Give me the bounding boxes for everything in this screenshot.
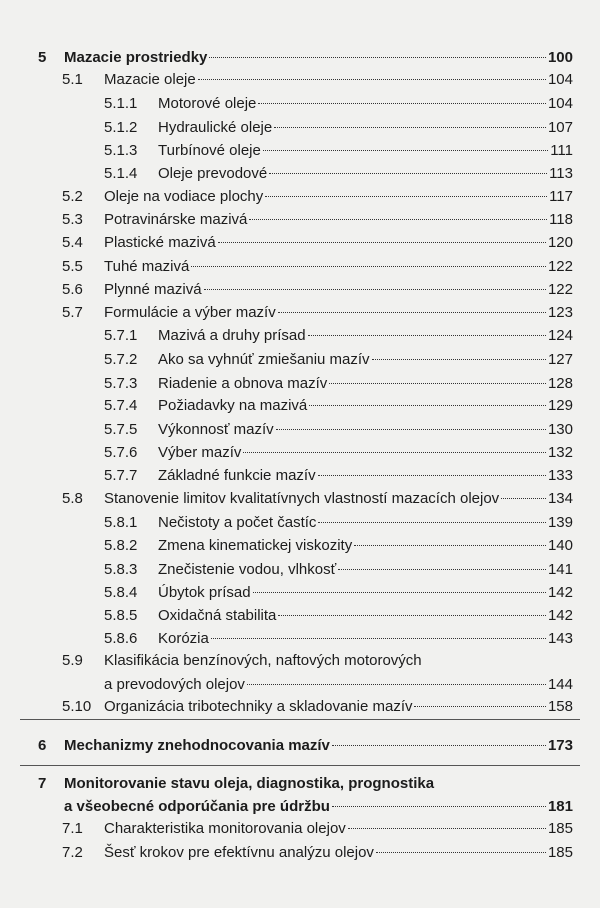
toc-entry-7-2-page-number: 185: [547, 844, 573, 861]
toc-entry-5-5-page-number: 122: [547, 258, 573, 275]
toc-entry-5-3[interactable]: [104, 210, 573, 230]
toc-entry-5-8-3-page-number: 141: [547, 561, 573, 578]
toc-entry-5-6-page-number: 122: [547, 281, 573, 298]
toc-entry-5-8-page-number: 134: [547, 490, 573, 507]
dot-leader: [338, 569, 546, 570]
toc-entry-5-7-7-number: 5.7.7: [104, 467, 138, 484]
toc-entry-5-1-2-page-number: 107: [547, 119, 573, 136]
toc-entry-5-7-4-title: Požiadavky na mazivá: [158, 397, 308, 414]
toc-entry-5-7-2-title: Ako sa vyhnúť zmiešaniu mazív: [158, 351, 370, 368]
toc-entry-5-8-5[interactable]: [158, 606, 573, 626]
dot-leader: [211, 638, 546, 639]
toc-entry-5-8-2[interactable]: [158, 536, 573, 556]
toc-entry-7-title-line1: Monitorovanie stavu oleja, diagnostika, prognostika: [64, 775, 435, 792]
toc-entry-5-1-3[interactable]: [158, 141, 573, 161]
dot-leader: [318, 522, 546, 523]
dot-leader: [348, 828, 546, 829]
toc-entry-5-7-6-title: Výber mazív: [158, 444, 242, 461]
toc-entry-6-number: 6: [38, 737, 47, 754]
toc-entry-5-4-number: 5.4: [62, 234, 83, 251]
toc-entry-7-1[interactable]: [104, 819, 573, 839]
dot-leader: [249, 219, 547, 220]
dot-leader: [501, 498, 546, 499]
toc-entry-5-3-title: Potravinárske mazivá: [104, 211, 248, 228]
toc-entry-5-5[interactable]: [104, 257, 573, 277]
toc-entry-5-6[interactable]: [104, 280, 573, 300]
toc-entry-5-8-5-title: Oxidačná stabilita: [158, 607, 277, 624]
toc-entry-5-8-2-number: 5.8.2: [104, 537, 138, 554]
dot-leader: [308, 335, 546, 336]
toc-entry-5-1-1[interactable]: [158, 94, 573, 114]
toc-entry-5-7-2-number: 5.7.2: [104, 351, 138, 368]
toc-entry-7-2[interactable]: [104, 843, 573, 863]
toc-entry-5-7-5-title: Výkonnosť mazív: [158, 421, 274, 438]
dot-leader: [253, 592, 546, 593]
toc-entry-5-5-number: 5.5: [62, 258, 83, 275]
toc-entry-5-6-number: 5.6: [62, 281, 83, 298]
section-divider: [20, 719, 580, 720]
toc-entry-5-1-4-number: 5.1.4: [104, 165, 138, 182]
toc-entry-6[interactable]: [64, 736, 573, 756]
toc-entry-5-1-title: Mazacie oleje: [104, 71, 196, 88]
toc-entry-5-1-4-title: Oleje prevodové: [158, 165, 268, 182]
toc-entry-5-7-2-page-number: 127: [547, 351, 573, 368]
toc-entry-7-2-number: 7.2: [62, 844, 83, 861]
toc-entry-5-8[interactable]: [104, 489, 573, 509]
toc-entry-5-1-2-number: 5.1.2: [104, 119, 138, 136]
dot-leader: [278, 615, 546, 616]
toc-entry-5-8-6-page-number: 143: [547, 630, 573, 647]
dot-leader: [332, 745, 546, 746]
dot-leader: [278, 312, 546, 313]
toc-entry-6-page-number: 173: [547, 737, 573, 754]
toc-entry-5-8-1-title: Nečistoty a počet častíc: [158, 514, 317, 531]
toc-entry-5-7-1-title: Mazivá a druhy prísad: [158, 327, 306, 344]
toc-entry-5-7-4[interactable]: [158, 396, 573, 416]
dot-leader: [243, 452, 546, 453]
toc-entry-7-page-number: 181: [547, 798, 573, 815]
dot-leader: [318, 475, 546, 476]
toc-entry-5-page-number: 100: [547, 49, 573, 66]
section-divider: [20, 765, 580, 766]
toc-entry-5-8-4-title: Úbytok prísad: [158, 584, 251, 601]
toc-entry-5-8-6-title: Korózia: [158, 630, 209, 647]
toc-entry-5-10[interactable]: [104, 697, 573, 717]
toc-entry-5-2-title: Oleje na vodiace plochy: [104, 188, 264, 205]
toc-entry-5-1-2[interactable]: [158, 118, 573, 138]
toc-entry-5-7-6[interactable]: [158, 443, 573, 463]
toc-entry-7-2-title: Šesť krokov pre efektívnu analýzu olejov: [104, 844, 374, 861]
toc-entry-5-3-page-number: 118: [549, 211, 573, 228]
toc-entry-5-7-3-number: 5.7.3: [104, 375, 138, 392]
toc-entry-5-7-7-title: Základné funkcie mazív: [158, 467, 316, 484]
dot-leader: [309, 405, 546, 406]
toc-entry-5-2-number: 5.2: [62, 188, 83, 205]
toc-entry-5-2-page-number: 117: [549, 188, 573, 205]
toc-entry-5-8-title: Stanovenie limitov kvalitatívnych vlastností mazacích olejov: [104, 490, 500, 507]
toc-entry-5-9-title-line1: Klasifikácia benzínových, naftových motorových: [104, 652, 422, 669]
dot-leader: [329, 383, 546, 384]
toc-entry-5-title: Mazacie prostriedky: [64, 49, 208, 66]
dot-leader: [332, 806, 546, 807]
toc-entry-5-8-1-page-number: 139: [547, 514, 573, 531]
dot-leader: [274, 127, 546, 128]
toc-entry-5-10-page-number: 158: [547, 698, 573, 715]
dot-leader: [218, 242, 546, 243]
toc-entry-5-9[interactable]: [104, 675, 573, 695]
toc-entry-7-title-line2: a všeobecné odporúčania pre údržbu: [64, 798, 330, 815]
toc-entry-5-4-title: Plastické mazivá: [104, 234, 216, 251]
toc-entry-5-1-4[interactable]: [158, 164, 573, 184]
toc-entry-5-8-1[interactable]: [158, 513, 573, 533]
toc-entry-5-1[interactable]: [104, 70, 573, 90]
toc-entry-5-8-3[interactable]: [158, 560, 573, 580]
toc-entry-5-7-3-title: Riadenie a obnova mazív: [158, 375, 328, 392]
toc-entry-5-4[interactable]: [104, 233, 573, 253]
toc-entry-5-1-2-title: Hydraulické oleje: [158, 119, 273, 136]
toc-entry-5-8-6[interactable]: [158, 629, 573, 649]
toc-entry-5-7-7-page-number: 133: [547, 467, 573, 484]
toc-entry-5-7-3[interactable]: [158, 374, 573, 394]
toc-entry-5-8-4[interactable]: [158, 583, 573, 603]
toc-entry-5-5-title: Tuhé mazivá: [104, 258, 190, 275]
dot-leader: [191, 266, 546, 267]
toc-entry-5-9-number: 5.9: [62, 652, 83, 669]
toc-entry-5-7-5-number: 5.7.5: [104, 421, 138, 438]
dot-leader: [269, 173, 547, 174]
toc-entry-5-7-page-number: 123: [547, 304, 573, 321]
toc-entry-5-8-5-page-number: 142: [547, 607, 573, 624]
toc-entry-5[interactable]: [64, 48, 573, 68]
toc-entry-5-7[interactable]: [104, 303, 573, 323]
dot-leader: [265, 196, 547, 197]
toc-entry-5-7-1-page-number: 124: [547, 327, 573, 344]
toc-entry-5-7-1-number: 5.7.1: [104, 327, 138, 344]
toc-entry-5-1-1-title: Motorové oleje: [158, 95, 257, 112]
toc-entry-5-2[interactable]: [104, 187, 573, 207]
toc-entry-5-8-3-number: 5.8.3: [104, 561, 138, 578]
toc-entry-5-1-1-number: 5.1.1: [104, 95, 138, 112]
toc-entry-5-8-4-number: 5.8.4: [104, 584, 138, 601]
dot-leader: [204, 289, 546, 290]
toc-entry-5-9-title-line2: a prevodových olejov: [104, 676, 245, 693]
toc-entry-5-7-3-page-number: 128: [547, 375, 573, 392]
toc-entry-5-9-page-number: 144: [547, 676, 573, 693]
toc-entry-5-1-page-number: 104: [547, 71, 573, 88]
dot-leader: [198, 79, 546, 80]
toc-entry-6-title: Mechanizmy znehodnocovania mazív: [64, 737, 330, 754]
toc-entry-5-7-title: Formulácie a výber mazív: [104, 304, 276, 321]
dot-leader: [376, 852, 546, 853]
toc-entry-5-8-2-page-number: 140: [547, 537, 573, 554]
toc-entry-5-7-5-page-number: 130: [547, 421, 573, 438]
toc-entry-5-8-1-number: 5.8.1: [104, 514, 138, 531]
toc-entry-5-7-5[interactable]: [158, 420, 573, 440]
toc-entry-5-7-7[interactable]: [158, 466, 573, 486]
toc-entry-5-10-number: 5.10: [62, 698, 92, 715]
dot-leader: [276, 429, 546, 430]
toc-entry-5-1-3-number: 5.1.3: [104, 142, 138, 159]
toc-entry-5-7-4-number: 5.7.4: [104, 397, 138, 414]
dot-leader: [414, 706, 545, 707]
dot-leader: [209, 57, 546, 58]
toc-entry-7[interactable]: [64, 797, 573, 817]
toc-entry-5-1-1-page-number: 104: [547, 95, 573, 112]
toc-entry-5-7-number: 5.7: [62, 304, 83, 321]
toc-entry-5-7-1[interactable]: [158, 326, 573, 346]
toc-entry-7-1-page-number: 185: [547, 820, 573, 837]
toc-entry-5-1-4-page-number: 113: [549, 165, 573, 182]
toc-entry-5-8-6-number: 5.8.6: [104, 630, 138, 647]
toc-entry-5-8-2-title: Zmena kinematickej viskozity: [158, 537, 353, 554]
toc-entry-5-number: 5: [38, 49, 47, 66]
toc-entry-5-7-6-page-number: 132: [547, 444, 573, 461]
toc-entry-5-6-title: Plynné mazivá: [104, 281, 202, 298]
dot-leader: [372, 359, 546, 360]
toc-entry-5-7-6-number: 5.7.6: [104, 444, 138, 461]
toc-entry-5-10-title: Organizácia tribotechniky a skladovanie mazív: [104, 698, 413, 715]
dot-leader: [354, 545, 546, 546]
toc-entry-7-1-number: 7.1: [62, 820, 83, 837]
toc-entry-5-1-3-page-number: 111: [550, 142, 573, 159]
toc-entry-5-7-2[interactable]: [158, 350, 573, 370]
toc-entry-5-8-number: 5.8: [62, 490, 83, 507]
toc-entry-5-4-page-number: 120: [547, 234, 573, 251]
toc-entry-5-8-3-title: Znečistenie vodou, vlhkosť: [158, 561, 337, 578]
toc-entry-5-8-4-page-number: 142: [547, 584, 573, 601]
toc-entry-5-1-number: 5.1: [62, 71, 83, 88]
dot-leader: [247, 684, 546, 685]
dot-leader: [258, 103, 546, 104]
toc-entry-5-7-4-page-number: 129: [547, 397, 573, 414]
toc-entry-5-1-3-title: Turbínové oleje: [158, 142, 261, 159]
toc-entry-5-3-number: 5.3: [62, 211, 83, 228]
dot-leader: [263, 150, 548, 151]
toc-entry-7-1-title: Charakteristika monitorovania olejov: [104, 820, 346, 837]
toc-entry-7-number: 7: [38, 775, 47, 792]
toc-entry-5-8-5-number: 5.8.5: [104, 607, 138, 624]
